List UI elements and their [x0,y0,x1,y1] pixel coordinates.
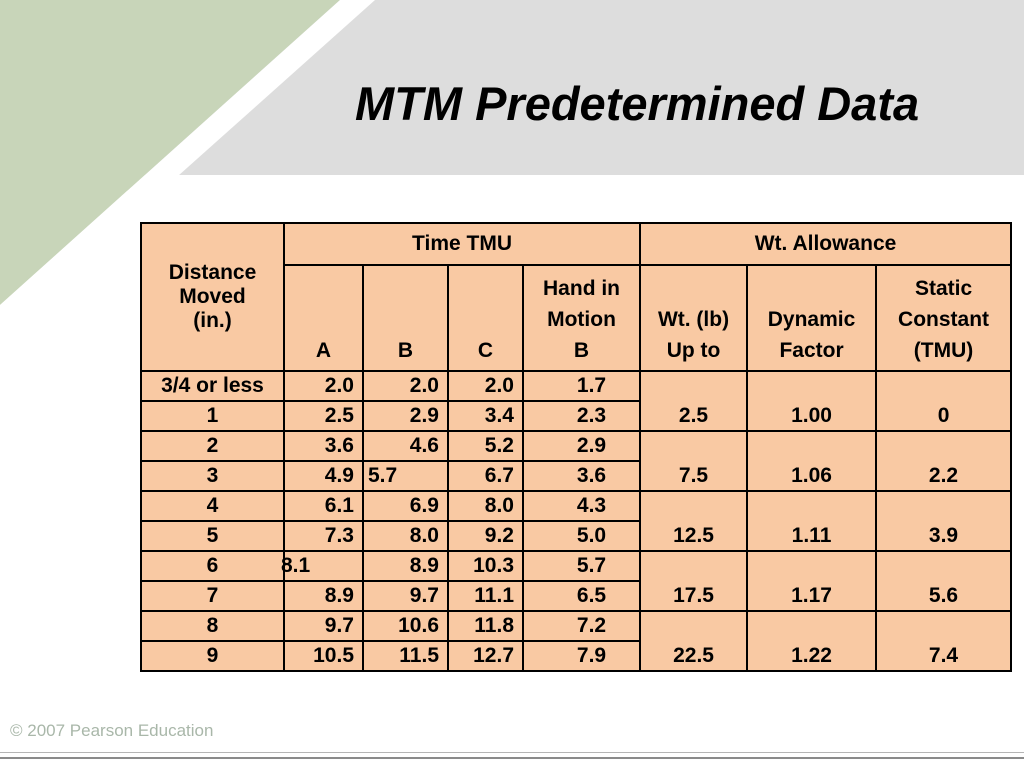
weight-cell: 17.5 [640,551,747,611]
c-cell: 9.2 [448,521,523,551]
b-cell: 4.6 [363,431,448,461]
hand-cell: 7.2 [523,611,640,641]
table-row [141,611,1011,641]
a-cell: 7.3 [284,521,363,551]
distance-cell: 1 [141,401,284,431]
hand-cell: 2.9 [523,431,640,461]
c-cell: 6.7 [448,461,523,491]
a-cell-value: 8.1 [281,554,311,577]
distance-cell: 4 [141,491,284,521]
static-constant-header: Static Constant (TMU) [876,265,1011,371]
distance-cell: 2 [141,431,284,461]
b-cell: 10.6 [363,611,448,641]
dynamic-factor-cell: 1.00 [747,371,876,431]
hand-cell: 2.3 [523,401,640,431]
distance-header: Distance Moved (in.) [141,223,284,371]
hand-cell: 5.0 [523,521,640,551]
wt-allowance-header: Wt. Allowance [640,223,1011,265]
distance-cell: 8 [141,611,284,641]
dynamic-factor-cell: 1.17 [747,551,876,611]
c-cell: 2.0 [448,371,523,401]
dynamic-factor-cell: 1.22 [747,611,876,671]
page-title: MTM Predetermined Data [355,77,920,130]
c-cell: 10.3 [448,551,523,581]
b-cell: 11.5 [363,641,448,671]
static-constant-cell: 7.4 [876,611,1011,671]
table-row [141,431,1011,461]
b-cell: 8.9 [363,551,448,581]
c-cell: 11.8 [448,611,523,641]
col-a-header: A [284,265,363,371]
dynamic-factor-cell: 1.06 [747,431,876,491]
b-cell: 2.0 [363,371,448,401]
distance-cell: 7 [141,581,284,611]
c-cell: 12.7 [448,641,523,671]
c-cell: 5.2 [448,431,523,461]
c-cell: 3.4 [448,401,523,431]
distance-cell: 3/4 or less [141,371,284,401]
footer-divider [0,752,1024,753]
weight-cell: 7.5 [640,431,747,491]
a-cell: 8.9 [284,581,363,611]
a-cell: 3.6 [284,431,363,461]
hand-motion-header: Hand in Motion B [523,265,640,371]
b-cell: 5.7 [363,461,448,491]
dynamic-factor-header: Dynamic Factor [747,265,876,371]
weight-cell: 22.5 [640,611,747,671]
distance-cell: 5 [141,521,284,551]
hand-cell: 6.5 [523,581,640,611]
a-cell [281,551,363,581]
static-constant-cell: 2.2 [876,431,1011,491]
distance-cell: 6 [141,551,284,581]
weight-cell: 2.5 [640,371,747,431]
dynamic-factor-cell: 1.11 [747,491,876,551]
distance-cell: 3 [141,461,284,491]
distance-cell: 9 [141,641,284,671]
a-cell: 2.5 [284,401,363,431]
a-cell: 4.9 [284,461,363,491]
hand-cell: 5.7 [523,551,640,581]
time-tmu-header: Time TMU [284,223,640,265]
static-constant-cell: 5.6 [876,551,1011,611]
table-row [141,491,1011,521]
static-constant-cell: 3.9 [876,491,1011,551]
hand-cell: 1.7 [523,371,640,401]
weight-cell: 12.5 [640,491,747,551]
col-b-header: B [363,265,448,371]
copyright-footer: © 2007 Pearson Education [10,721,214,740]
hand-cell: 7.9 [523,641,640,671]
b-cell: 9.7 [363,581,448,611]
static-constant-cell: 0 [876,371,1011,431]
hand-cell: 4.3 [523,491,640,521]
a-cell: 9.7 [284,611,363,641]
hand-cell: 3.6 [523,461,640,491]
b-cell: 2.9 [363,401,448,431]
mtm-data-table [140,222,1012,672]
a-cell: 6.1 [284,491,363,521]
c-cell: 8.0 [448,491,523,521]
table-row [141,371,1011,401]
footer-divider [0,757,1024,759]
b-cell: 8.0 [363,521,448,551]
a-cell: 10.5 [284,641,363,671]
table-row [141,551,1011,581]
b-cell: 6.9 [363,491,448,521]
c-cell: 11.1 [448,581,523,611]
col-c-header: C [448,265,523,371]
weight-header: Wt. (lb) Up to [640,265,747,371]
a-cell: 2.0 [284,371,363,401]
